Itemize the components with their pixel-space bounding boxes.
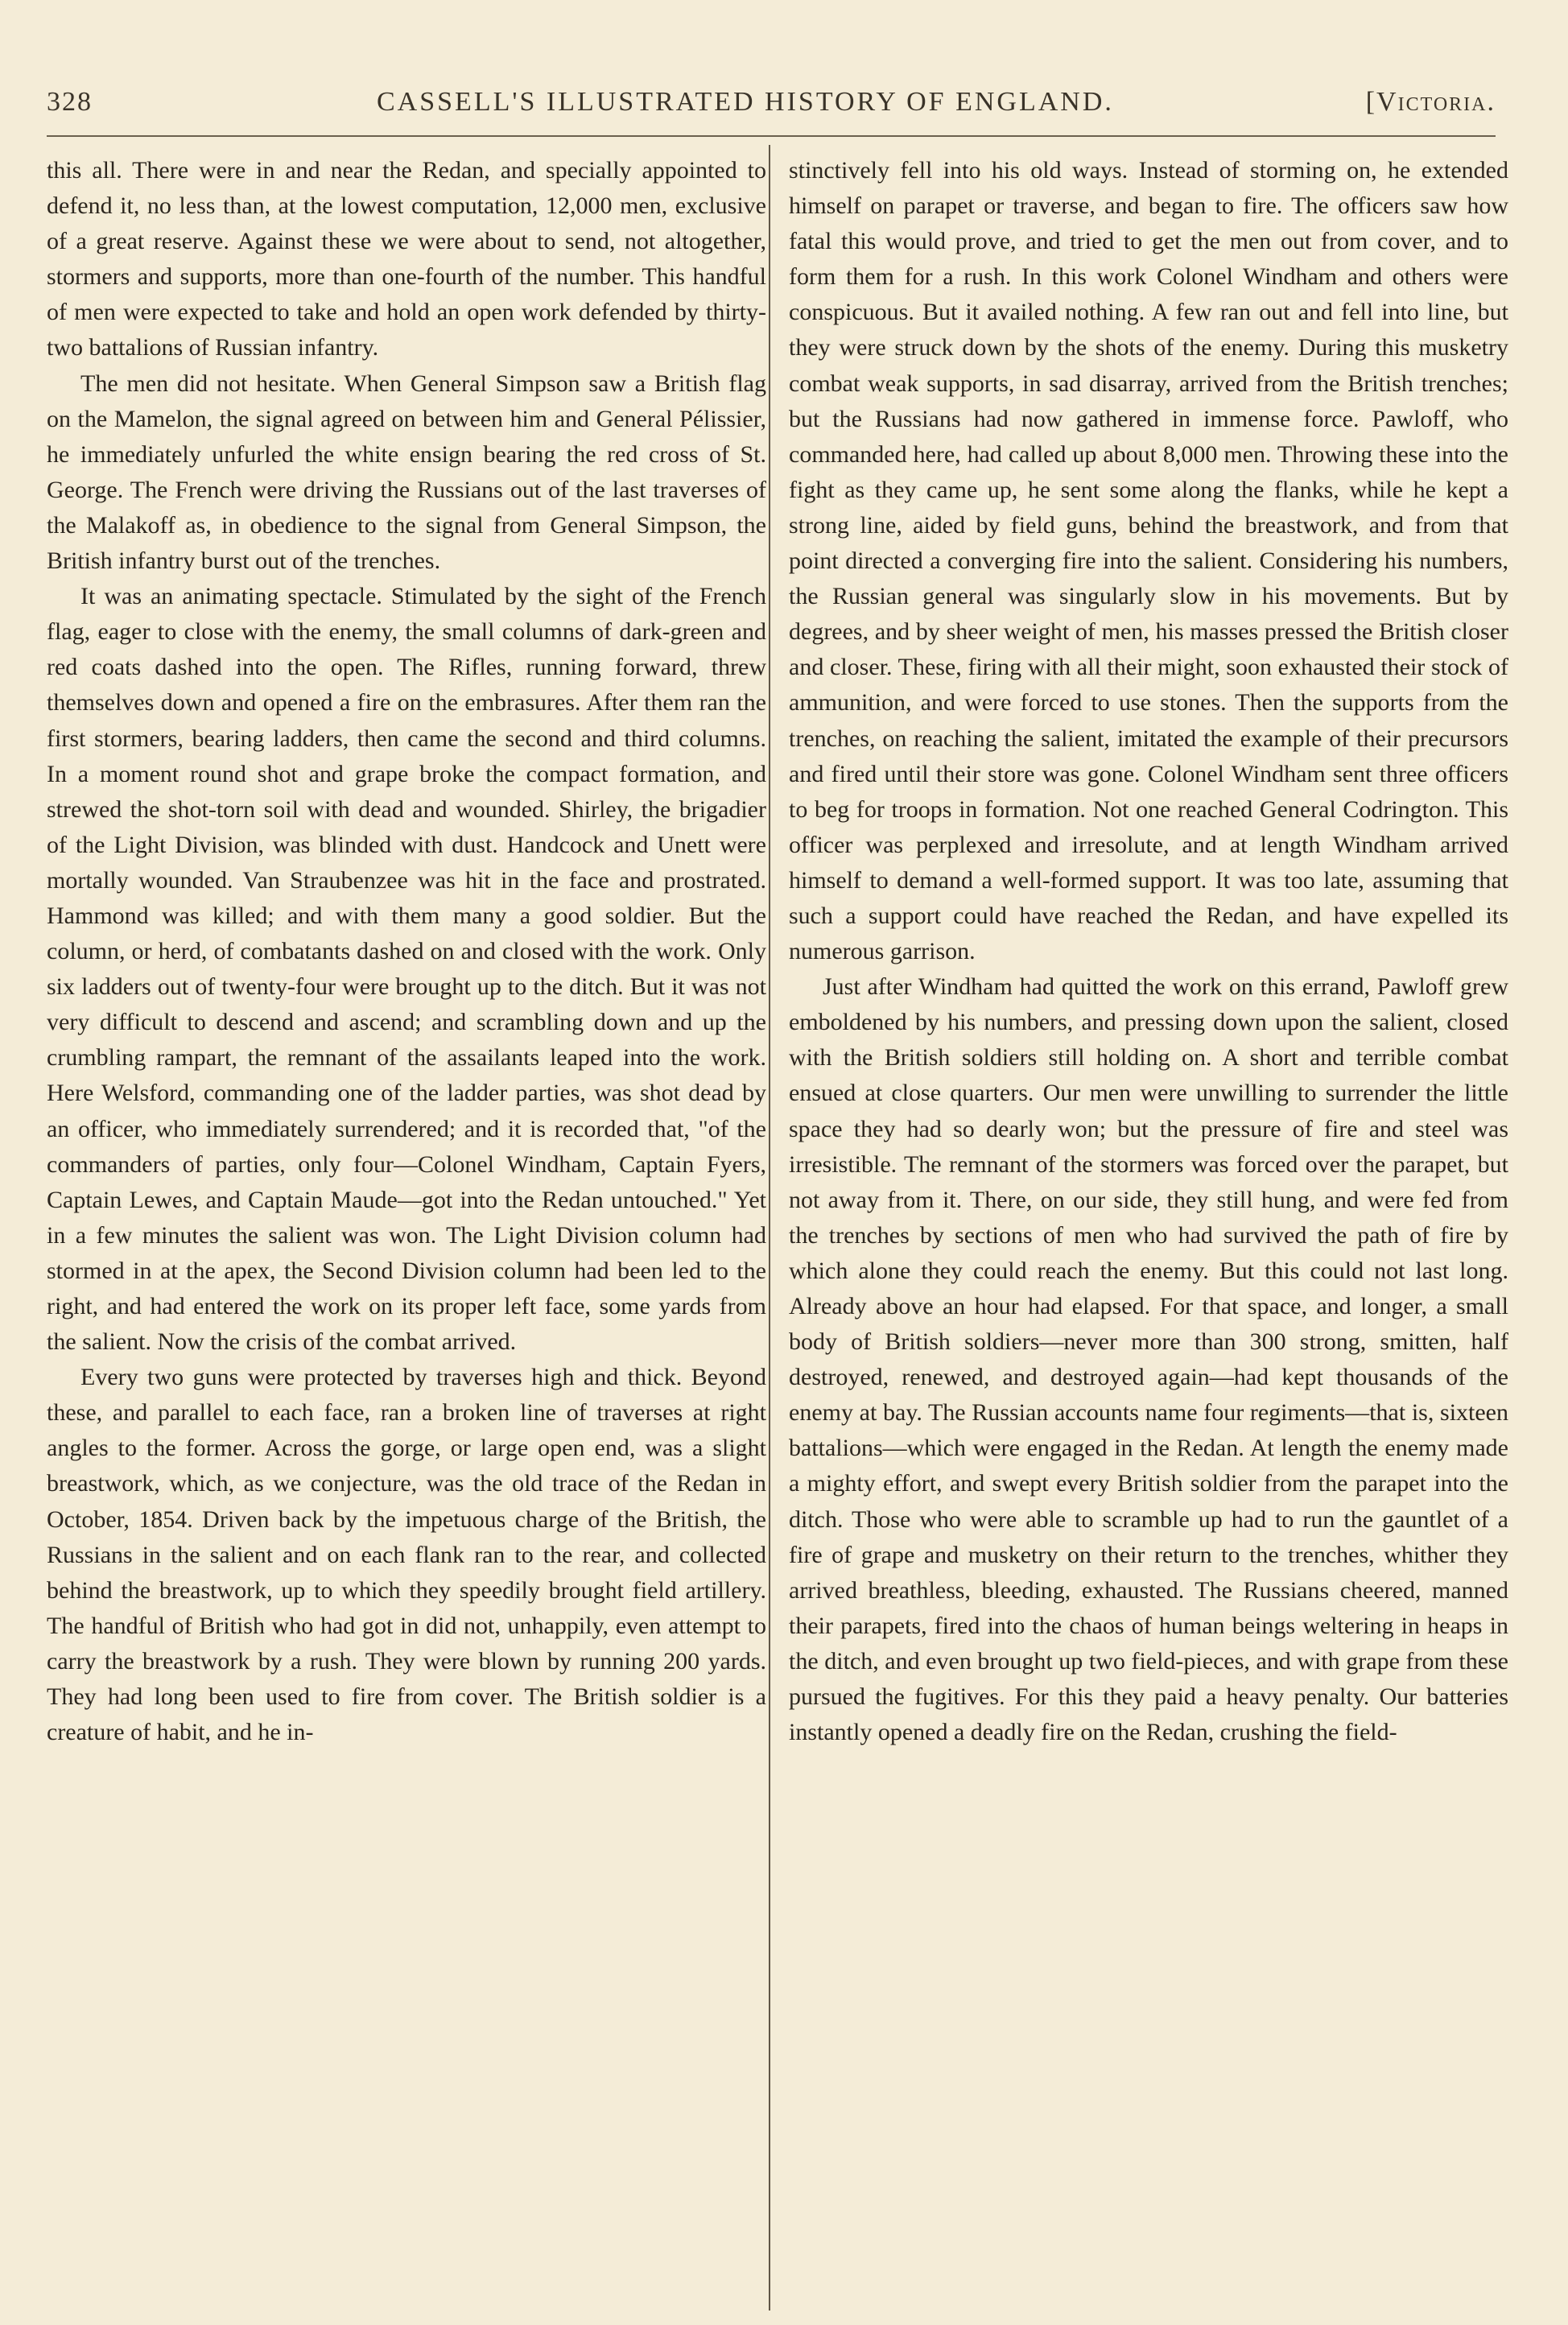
running-header [47, 82, 1496, 127]
page-number: 328 [47, 87, 93, 117]
running-section: [Victoria. [1365, 87, 1496, 117]
paragraph: Every two guns were protected by traverses high and thick. Beyond these, and parallel to each face, ran a broken line of traverses at right angles to the former. Across the gorge, or large open end, was a slight breastwork, which, as we conjecture, was the old trace of the Redan in October, 1854. Driven back by the impetuous charge of the British, the Russians in the salient and on each flank ran to the rear, and collected behind the breastwork, up to which they speedily brought field artillery. The handful of British who had got in did not, unhappily, even attempt to carry the breastwork by a rush. They were blown by running 200 yards. They had long been used to fire from cover. The British soldier is a creature of habit, and he in- [47, 1364, 766, 1746]
left-column [47, 153, 766, 2294]
paragraph: this all. There were in and near the Redan, and specially appointed to defend it, no less than, at the lowest computation, 12,000 men, exclusive of a great reserve. Against these we were about to send, not altogether, stormers and supports, more than one-fourth of the number. This handful of men were expected to take and hold an open work defended by thirty-two battalions of Russian infantry. [47, 157, 766, 361]
right-column [789, 153, 1508, 2294]
paragraph: Just after Windham had quitted the work on this errand, Pawloff grew emboldened by his numbers, and pressing down upon the salient, closed with the British soldiers still holding on. A short and terrible combat ensued at close quarters. Our men were unwilling to surrender the little space they had so dearly won; but the pressure of fire and steel was irresistible. The remnant of the stormers was forced over the parapet, but not away from it. There, on our side, they still hung, and were fed from the trenches by sections of men who had survived the path of fire by which alone they could reach the enemy. But this could not last long. Already above an hour had elapsed. For that space, and longer, a small body of British soldiers—never more than 300 strong, smitten, half destroyed, renewed, and destroyed again—had kept thousands of the enemy at bay. The Russian accounts name four regiments—that is, sixteen battalions—which were engaged in the Redan. At length the enemy made a mighty effort, and swept every British soldier from the parapet into the ditch. Those who were able to scramble up had to run the gauntlet of a fire of grape and musketry on their return to the trenches, whither they arrived breathless, bleeding, exhausted. The Russians cheered, manned their parapets, fired into the chaos of human beings weltering in heaps in the ditch, and even brought up two field-pieces, and with grape from these pursued the fugitives. For this they paid a heavy penalty. Our batteries instantly opened a deadly fire on the Redan, crushing the field- [789, 973, 1508, 1746]
column-divider [769, 145, 770, 2311]
paragraph: stinctively fell into his old ways. Instead of storming on, he extended himself on parapet or traverse, and began to fire. The officers saw how fatal this would prove, and tried to get the men out from cover, and to form them for a rush. In this work Colonel Windham and others were conspicuous. But it availed nothing. A few ran out and fell into line, but they were struck down by the shots of the enemy. During this musketry combat weak supports, in sad disarray, arrived from the British trenches; but the Russians had now gathered in immense force. Pawloff, who commanded here, had called up about 8,000 men. Throwing these into the fight as they came up, he sent some along the flanks, while he kept a strong line, aided by field guns, behind the breastwork, and from that point directed a converging fire into the salient. Considering his numbers, the Russian general was singularly slow in his movements. But by degrees, and by sheer weight of men, his masses pressed the British closer and closer. These, firing with all their might, soon exhausted their stock of ammunition, and were forced to use stones. Then the supports from the trenches, on reaching the salient, imitated the example of their precursors and fired until their store was gone. Colonel Windham sent three officers to beg for troops in formation. Not one reached General Codrington. This officer was perplexed and irresolute, and at length Windham arrived himself to demand a well-formed support. It was too late, assuming that such a support could have reached the Redan, and have expelled its numerous garrison. [789, 157, 1508, 965]
header-rule [47, 135, 1496, 137]
paragraph: The men did not hesitate. When General Simpson saw a British flag on the Mamelon, the signal agreed on between him and General Pélissier, he immediately unfurled the white ensign bearing the red cross of St. George. The French were driving the Russians out of the last traverses of the Malakoff as, in obedience to the signal from General Simpson, the British infantry burst out of the trenches. [47, 370, 766, 575]
running-title: CASSELL'S ILLUSTRATED HISTORY OF ENGLAND. [377, 87, 1114, 117]
paragraph: It was an animating spectacle. Stimulated by the sight of the French flag, eager to close with the enemy, the small columns of dark-green and red coats dashed into the open. The Rifles, running forward, threw themselves down and opened a fire on the embrasures. After them ran the first stormers, bearing ladders, then came the second and third columns. In a moment round shot and grape broke the compact formation, and strewed the shot-torn soil with dead and wounded. Shirley, the brigadier of the Light Division, was blinded with dust. Handcock and Unett were mortally wounded. Van Straubenzee was hit in the face and prostrated. Hammond was killed; and with them many a good soldier. But the column, or herd, of combatants dashed on and closed with the work. Only six ladders out of twenty-four were brought up to the ditch. But it was not very difficult to descend and ascend; and scrambling down and up the crumbling rampart, the remnant of the assailants leaped into the work. Here Welsford, commanding one of the ladder parties, was shot dead by an officer, who immediately surrendered; and it is recorded that, "of the commanders of parties, only four—Colonel Windham, Captain Fyers, Captain Lewes, and Captain Maude—got into the Redan untouched." Yet in a few minutes the salient was won. The Light Division column had stormed in at the apex, the Second Division column had been led to the right, and had entered the work on its proper left face, some yards from the salient. Now the crisis of the combat arrived. [47, 583, 766, 1356]
